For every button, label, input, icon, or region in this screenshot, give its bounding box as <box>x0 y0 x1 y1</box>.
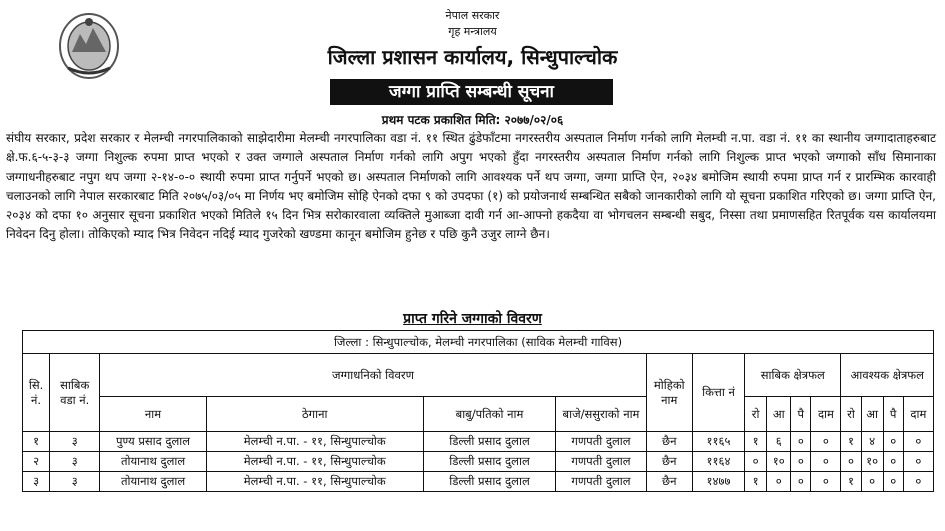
notice-body: संघीय सरकार, प्रदेश सरकार र मेलम्ची नगरपालिकाको साझेदारीमा मेलम्ची नगरपालिका वडा नं. ११ स्थित ढुंडेफाँटमा नगरस्तरीय अस्पताल निर्माण गर्नको लागि मेलम्ची न.पा. वडा नं. ११ का स्थानीय जग्गादाताहरुबाट क्षे.फ.६-५-३-३ जग्गा निशुल्क रुपमा प्राप्त भएको र उक्त जग्गाले अस्पताल निर्माण गर्नको लागि अपुग भएको हुँदा नगरस्तरीय अस्पताल निर्माण गर्नको लागि निशुल्क प्राप्त भएको जग्गाको साँध सिमानाका जग्गाधनीहरुबाट नपुग थप जग्गा २-१४-०-० स्थायी रुपमा प्राप्त गर्नुपर्ने भएको छ। अस्पताल निर्माणको लागि आवश्यक पर्ने थप जग्गा, जग्गा प्राप्ति ऐन, २०३४ बमोजिम स्थायी रुपमा प्राप्त गर्न र प्रारम्भिक कारवाही चलाउनको लागि नेपाल सरकारबाट मिति २०७५/०३/०५ मा निर्णय भए बमोजिम सोहि ऐनको दफा ९ को उपदफा (१) को प्रयोजनार्थ सम्बन्धित सबैको जानकारीको लागि यो सूचना प्रकाशित गरिएको छ। जग्गा प्राप्ति ऐन, २०३४ को दफा १० अनुसार सूचना प्रकाशित भएको मितिले १५ दिन भित्र सरोकारवाला व्यक्तिले मुआब्जा दावी गर्न आ-आफ्नो हकदैया वा भोगचलन सम्बन्धी सबुद, निस्सा तथा प्रमाणसहित रितपूर्वक यस कार्यालयमा निवेदन दिनु होला। तोकिएको म्याद भित्र निवेदन नदिई म्याद गुजरेको खण्डमा कानून बमोजिम हुनेछ र पछि कुनै उजुर लाग्ने छैन। <box>6 131 936 242</box>
col-old-area: साबिक क्षेत्रफल <box>745 354 841 397</box>
unit-ropani: रो <box>745 397 767 432</box>
cell-grandfather: गणपती दुलाल <box>556 452 646 472</box>
col-required-area: आवश्यक क्षेत्रफल <box>841 354 934 397</box>
table-title: प्राप्त गरिने जग्गाको विवरण <box>403 311 542 327</box>
cell-father: डिल्ली प्रसाद दुलाल <box>423 452 556 472</box>
cell-req-ropani: ० <box>841 452 861 472</box>
cell-name: पुण्य प्रसाद दुलाल <box>100 432 206 452</box>
cell-old-ropani: १ <box>745 472 767 492</box>
cell-req-paisa: ० <box>883 432 903 452</box>
cell-req-paisa: ० <box>883 452 903 472</box>
cell-father: डिल्ली प्रसाद दुलाल <box>423 432 556 452</box>
cell-old-aana: १० <box>767 452 791 472</box>
table-row <box>23 472 934 492</box>
cell-old-daam: ० <box>811 452 841 472</box>
cell-req-paisa: ० <box>883 472 903 492</box>
cell-tenant: छैन <box>646 472 692 492</box>
cell-req-ropani: १ <box>841 432 861 452</box>
cell-req-daam: ० <box>903 432 933 452</box>
cell-grandfather: गणपती दुलाल <box>556 432 646 452</box>
cell-sn: २ <box>23 452 50 472</box>
cell-old-aana: ६ <box>767 432 791 452</box>
cell-old-paisa: ० <box>791 452 811 472</box>
col-address: ठेगाना <box>206 397 423 432</box>
cell-plot: ११६५ <box>692 432 744 452</box>
cell-name: तोयानाथ दुलाल <box>100 452 206 472</box>
unit-daam: दाम <box>811 397 841 432</box>
cell-old-ropani: १ <box>745 432 767 452</box>
district-row: जिल्ला : सिन्धुपाल्चोक, मेलम्ची नगरपालिका (साविक मेलम्ची गाविस) <box>23 331 934 354</box>
cell-address: मेलम्ची न.पा. - ११, सिन्धुपाल्चोक <box>206 472 423 492</box>
cell-req-aana: ० <box>861 472 883 492</box>
land-details-table <box>22 330 934 492</box>
table-row <box>23 452 934 472</box>
unit-ropani: रो <box>841 397 861 432</box>
cell-old-daam: ० <box>811 472 841 492</box>
unit-daam: दाम <box>903 397 933 432</box>
cell-address: मेलम्ची न.पा. - ११, सिन्धुपाल्चोक <box>206 452 423 472</box>
col-sn: सि. नं. <box>23 354 50 432</box>
cell-father: डिल्ली प्रसाद दुलाल <box>423 472 556 492</box>
cell-plot: १४७७ <box>692 472 744 492</box>
cell-sn: ३ <box>23 472 50 492</box>
cell-old-daam: ० <box>811 432 841 452</box>
col-plot: कित्ता नं <box>692 354 744 432</box>
col-old-ward: साबिक वडा नं. <box>50 354 100 432</box>
publish-date: प्रथम पटक प्रकाशित मिति: २०७७/०२/०६ <box>381 113 564 127</box>
cell-tenant: छैन <box>646 432 692 452</box>
cell-sn: १ <box>23 432 50 452</box>
cell-ward: ३ <box>50 432 100 452</box>
cell-name: तोयानाथ दुलाल <box>100 472 206 492</box>
cell-ward: ३ <box>50 452 100 472</box>
cell-req-ropani: १ <box>841 472 861 492</box>
ministry-line: गृह मन्त्रालय <box>448 25 497 38</box>
cell-plot: ११६४ <box>692 452 744 472</box>
unit-aana: आ <box>767 397 791 432</box>
govt-line: नेपाल सरकार <box>445 9 500 22</box>
cell-req-aana: १० <box>861 452 883 472</box>
col-name: नाम <box>100 397 206 432</box>
col-owner-details: जग्गाधनिको विवरण <box>100 354 646 397</box>
cell-req-daam: ० <box>903 452 933 472</box>
unit-paisa: पै <box>883 397 903 432</box>
unit-paisa: पै <box>791 397 811 432</box>
cell-req-aana: ४ <box>861 432 883 452</box>
cell-old-ropani: ० <box>745 452 767 472</box>
cell-req-daam: ० <box>903 472 933 492</box>
cell-old-paisa: ० <box>791 472 811 492</box>
office-title: जिल्ला प्रशासन कार्यालय, सिन्धुपाल्चोक <box>327 45 618 69</box>
cell-old-paisa: ० <box>791 432 811 452</box>
col-grandfather: बाजे/ससुराको नाम <box>556 397 646 432</box>
cell-address: मेलम्ची न.पा. - ११, सिन्धुपाल्चोक <box>206 432 423 452</box>
cell-ward: ३ <box>50 472 100 492</box>
col-father: बाबु/पतिको नाम <box>423 397 556 432</box>
col-tenant: मोहिको नाम <box>646 354 692 432</box>
cell-tenant: छैन <box>646 452 692 472</box>
cell-old-aana: ० <box>767 472 791 492</box>
unit-aana: आ <box>861 397 883 432</box>
notice-title: जग्गा प्राप्ति सम्बन्धी सूचना <box>330 79 613 105</box>
cell-grandfather: गणपती दुलाल <box>556 472 646 492</box>
table-row <box>23 432 934 452</box>
